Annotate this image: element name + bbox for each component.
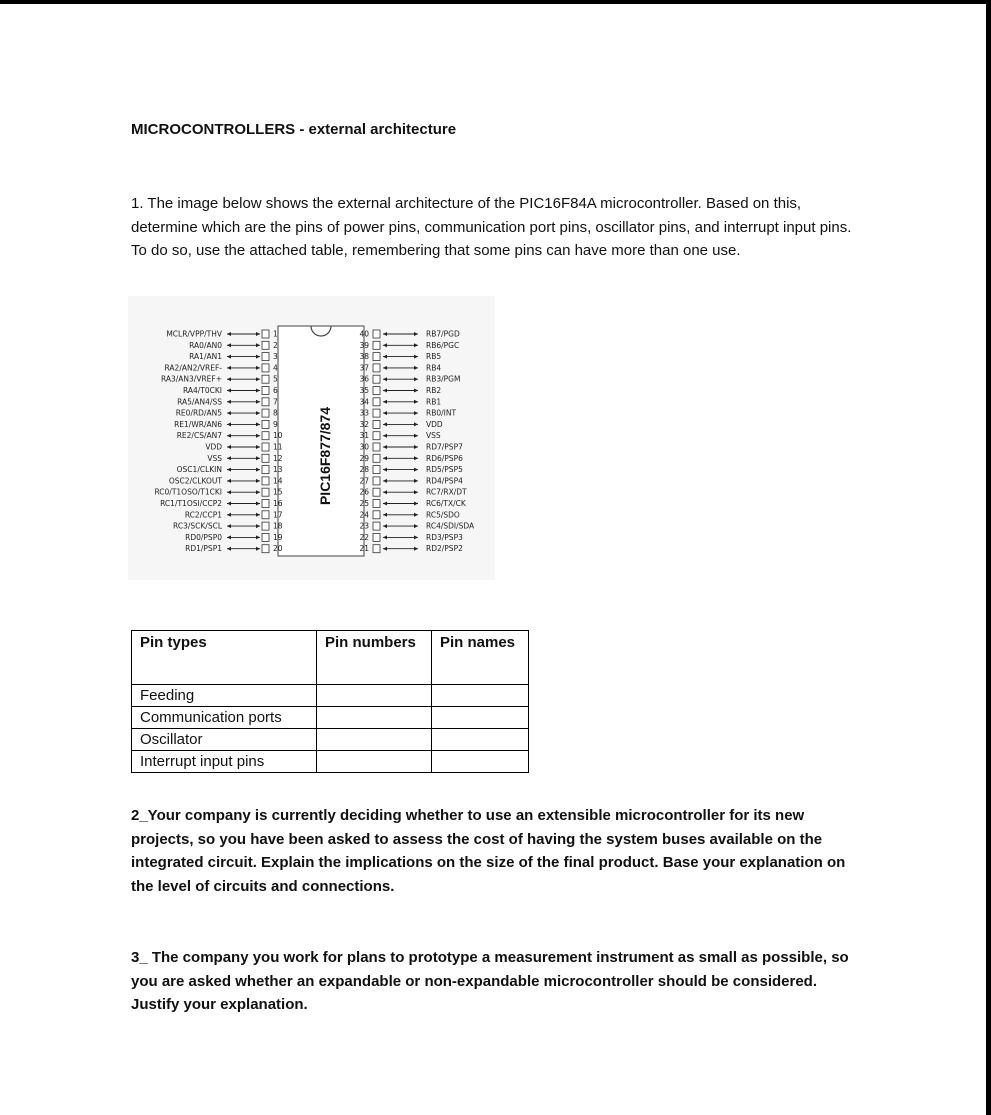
left-pin [154,488,282,497]
pin-pad [373,330,380,338]
pin-name-label: MCLR/VPP/THV [166,329,222,339]
pin-arrow [227,456,231,460]
pin-arrow [414,377,418,381]
pin-types-table [131,630,529,773]
pin-number-label: 31 [359,431,369,441]
pin-arrow [383,400,387,404]
pin-pad [373,387,380,395]
pin-pad [373,533,380,541]
left-pin [177,465,283,474]
pin-number-label: 25 [359,499,369,508]
left-pin [169,476,283,485]
row-label-communication-ports: Communication ports [132,707,317,729]
pin-arrow [256,490,260,494]
pin-pad [373,375,380,383]
pin-numbers-cell[interactable] [317,751,432,773]
pin-name-label: OSC2/CLKOUT [168,476,222,486]
right-pin [359,533,463,542]
pin-number-label: 35 [359,386,369,395]
pin-pad [373,500,380,508]
right-pin [359,341,459,350]
pin-number-label: 1 [273,329,278,339]
pin-arrow [383,502,387,506]
right-pin [359,386,441,395]
right-pin [359,488,467,497]
pin-arrow [383,490,387,494]
pin-pad [373,522,380,530]
pin-number-label: 22 [359,532,369,542]
pin-name-label: RB5 [426,352,442,362]
pin-arrow [256,468,260,472]
pin-number-label: 16 [273,499,283,508]
table-header-row [132,631,529,685]
pin-name-label: VSS [426,431,441,441]
pin-pad [373,364,380,372]
pin-name-label: VDD [426,419,443,429]
pin-pad [373,488,380,496]
table-row [132,729,529,751]
pin-arrow [414,468,418,472]
pin-arrow [227,400,231,404]
pin-arrow [227,389,231,393]
pin-names-cell[interactable] [432,685,529,707]
pin-arrow [383,456,387,460]
right-pin [359,522,475,531]
pin-number-label: 3 [273,352,278,362]
right-pin [359,544,463,553]
pin-arrow [414,434,418,438]
left-pin [161,375,278,384]
right-pin [359,431,440,440]
left-pin [177,397,278,406]
pin-arrow [227,422,231,426]
pin-arrow [383,524,387,528]
pin-name-label: VDD [205,442,222,452]
question-2-text: 2_Your company is currently deciding whether to use an extensible microcontroller for its new projects, so you have been asked to assess the cost of having the system buses available on the integrated circuit. Explain the implications on the size of the final product. Base your explanation on the level of circuits and connections. [131,807,846,895]
pin-number-label: 39 [359,340,369,350]
pin-name-label: RD1/PSP1 [185,544,222,554]
right-pin [359,375,460,384]
chip-label: PIC16F877/874 [317,406,333,506]
pin-arrow [256,434,260,438]
pin-number-label: 7 [273,397,278,407]
pin-numbers-cell[interactable] [317,729,432,751]
pin-number-label: 2 [273,340,278,350]
pin-name-label: RD3/PSP3 [426,532,463,542]
pin-arrow [256,400,260,404]
left-pin [166,330,278,339]
page-title: MICROCONTROLLERS - external architecture [131,121,457,138]
pin-number-label: 28 [359,465,369,475]
pin-arrow [383,389,387,393]
header-pin-types: Pin types [132,631,317,685]
pin-name-label: RD6/PSP6 [426,453,463,463]
pin-arrow [383,366,387,370]
pin-pad [262,432,269,440]
question-3-text: 3_ The company you work for plans to prototype a measurement instrument as small as possible, so you are asked whether an expandable or non-expandable microcontroller should be considered. Justify your explanation. [131,949,849,1013]
pin-number-label: 5 [273,374,278,384]
right-pin [359,465,463,474]
pin-number-label: 21 [359,544,369,554]
pin-pad [262,387,269,395]
pin-name-label: RB3/PGM [426,374,461,384]
pin-arrow [256,377,260,381]
left-pin [189,341,278,350]
pin-name-label: VSS [207,453,222,463]
pin-arrow [227,535,231,539]
pin-arrow [227,547,231,551]
pin-name-label: RE0/RD/AN5 [175,408,222,418]
row-label-interrupt-input-pins: Interrupt input pins [132,751,317,773]
pin-pad [373,420,380,428]
pin-pad [262,522,269,530]
pin-arrow [256,332,260,336]
pin-name-label: RC2/CCP1 [184,510,222,520]
left-pin [165,363,278,372]
pin-number-label: 33 [359,408,369,418]
pin-pad [262,533,269,541]
row-label-feeding: Feeding [132,685,317,707]
pin-name-label: OSC1/CLKIN [176,465,222,475]
pin-pad [262,477,269,485]
pin-pad [262,353,269,361]
pin-number-label: 30 [359,442,369,452]
pin-name-label: RB2 [426,386,442,395]
pin-arrow [383,411,387,415]
pin-names-cell[interactable] [432,707,529,729]
right-pin [359,330,460,339]
right-pin [359,510,459,519]
pin-number-label: 6 [273,386,278,395]
pin-pad [373,341,380,349]
pin-arrow [383,513,387,517]
right-pin [359,443,463,452]
pin-names-cell[interactable] [432,729,529,751]
row-label-oscillator: Oscillator [132,729,317,751]
left-pin [176,409,278,418]
pin-arrow [383,535,387,539]
pin-number-label: 34 [359,397,369,407]
right-pin [359,476,463,485]
pin-name-label: RC6/TX/CK [426,499,466,508]
pin-number-label: 29 [359,453,369,463]
pin-arrow [383,343,387,347]
right-pin [359,409,456,418]
pin-name-label: RB6/PGC [426,340,460,350]
pin-arrow [256,389,260,393]
pin-number-label: 27 [359,476,369,486]
right-border [986,0,991,1115]
pin-numbers-cell[interactable] [317,707,432,729]
pin-arrow [256,535,260,539]
pin-arrow [256,456,260,460]
pin-arrow [414,513,418,517]
pin-name-label: RA2/AN2/VREF- [164,363,222,373]
right-pin [359,397,441,406]
top-border [0,0,991,4]
pin-name-label: RA5/AN4/SS [177,397,222,407]
pin-name-label: RA4/T0CKI [182,386,222,395]
pin-number-label: 26 [359,487,369,497]
pin-arrow [227,502,231,506]
pin-pad [262,454,269,462]
pin-pad [262,330,269,338]
pin-number-label: 15 [273,487,283,497]
left-pin [185,544,283,553]
pin-pad [373,398,380,406]
pin-arrow [414,332,418,336]
pin-name-label: RC3/SCK/SCL [173,521,222,531]
pin-arrow [256,355,260,359]
pin-number-label: 40 [359,329,369,339]
table-row [132,751,529,773]
pin-number-label: 23 [359,521,369,531]
pin-pad [262,488,269,496]
pin-arrow [414,400,418,404]
pin-arrow [383,422,387,426]
pin-number-label: 13 [273,465,283,475]
pin-name-label: RD0/PSP0 [185,532,222,542]
pin-arrow [414,355,418,359]
pin-number-label: 17 [273,510,283,520]
pin-arrow [227,479,231,483]
pin-arrow [414,445,418,449]
pin-pad [262,364,269,372]
pin-arrow [383,332,387,336]
pin-arrow [414,479,418,483]
pin-pad [373,511,380,519]
pin-pad [262,375,269,383]
pin-number-label: 20 [273,544,283,554]
left-pin [189,352,278,361]
pin-arrow [256,513,260,517]
pin-name-label: RB7/PGD [426,329,460,339]
pin-name-label: RD2/PSP2 [426,544,463,554]
pin-arrow [256,445,260,449]
right-pin [359,499,466,508]
pin-arrow [227,355,231,359]
pin-arrow [227,434,231,438]
pin-pad [262,545,269,553]
question-1-text: 1. The image below shows the external architecture of the PIC16F84A microcontroller. Based on this, determine which are the pins of power pins, communication port pins, oscillator pins, and interrupt input pins. To do so, use the attached table, remembering that some pins can have more than one use. [131,195,852,259]
left-pin [183,386,278,395]
pin-pad [262,409,269,417]
pin-name-label: RE1/WR/AN6 [174,419,222,429]
pin-arrow [256,502,260,506]
pin-arrow [414,343,418,347]
pin-arrow [227,490,231,494]
pin-number-label: 19 [273,532,283,542]
pin-arrow [414,502,418,506]
pin-arrow [227,468,231,472]
pin-arrow [227,366,231,370]
pin-arrow [256,422,260,426]
pin-numbers-cell[interactable] [317,685,432,707]
right-pin [359,420,442,429]
pin-arrow [414,411,418,415]
pin-number-label: 36 [359,374,369,384]
pin-arrow [227,524,231,528]
pin-number-label: 12 [273,453,283,463]
pin-name-label: RC7/RX/DT [426,487,467,497]
left-pin [207,454,282,463]
pinout-svg [128,296,495,580]
left-pin [205,443,282,452]
pin-arrow [383,434,387,438]
pin-pad [373,353,380,361]
pin-name-label: RA3/AN3/VREF+ [160,374,222,384]
pin-name-label: RC0/T1OSO/T1CKI [154,487,222,497]
header-pin-numbers: Pin numbers [317,631,432,685]
pin-arrow [383,468,387,472]
header-pin-names: Pin names [432,631,529,685]
pin-number-label: 37 [359,363,369,373]
pin-arrow [414,389,418,393]
pin-pad [373,545,380,553]
pin-name-label: RB1 [426,397,442,407]
table-row [132,685,529,707]
left-pin [177,431,283,440]
pin-pad [262,398,269,406]
right-pin [359,454,463,463]
pin-pad [373,466,380,474]
pin-arrow [227,343,231,347]
pin-number-label: 11 [273,442,283,452]
pin-arrow [383,547,387,551]
pin-name-label: RA0/AN0 [189,340,222,350]
pin-arrow [414,456,418,460]
pin-arrow [227,513,231,517]
pin-pad [262,500,269,508]
pin-number-label: 38 [359,352,369,362]
pin-pad [262,420,269,428]
pin-arrow [383,479,387,483]
pin-arrow [414,422,418,426]
pin-name-label: RC1/T1OSI/CCP2 [160,499,222,508]
pin-pad [262,466,269,474]
pin-name-label: RB4 [426,363,442,373]
pin-name-label: RC5/SDO [426,510,460,520]
pin-arrow [227,411,231,415]
pin-pad [262,443,269,451]
pin-arrow [414,535,418,539]
pin-number-label: 18 [273,521,283,531]
pin-arrow [227,445,231,449]
pin-arrow [256,366,260,370]
pin-arrow [383,445,387,449]
pin-number-label: 32 [359,419,369,429]
pin-pad [373,432,380,440]
left-pin [173,522,283,531]
pin-arrow [227,377,231,381]
pin-pad [373,477,380,485]
pin-arrow [414,366,418,370]
pin-arrow [414,524,418,528]
pin-pad [373,443,380,451]
pin-number-label: 9 [273,419,278,429]
pin-number-label: 14 [273,476,283,486]
pin-arrow [383,377,387,381]
pin-arrow [256,479,260,483]
pin-pad [373,454,380,462]
pin-arrow [256,524,260,528]
pin-name-label: RD5/PSP5 [426,465,463,475]
left-pin [185,510,283,519]
pin-number-label: 10 [273,431,283,441]
pin-name-label: RC4/SDI/SDA [426,521,475,531]
right-pin [359,352,441,361]
pin-arrow [256,411,260,415]
pin-pad [373,409,380,417]
pin-arrow [256,547,260,551]
pin-number-label: 24 [359,510,369,520]
pin-number-label: 4 [273,363,278,373]
pin-arrow [227,332,231,336]
left-pin [174,420,278,429]
right-pin [359,363,441,372]
table-row [132,707,529,729]
pin-arrow [256,343,260,347]
pin-name-label: RD7/PSP7 [426,442,463,452]
pin-name-label: RB0/INT [426,408,457,418]
pin-names-cell[interactable] [432,751,529,773]
pin-pad [262,511,269,519]
pinout-diagram [128,296,495,580]
pin-pad [262,341,269,349]
left-pin [185,533,283,542]
left-pin [160,499,283,508]
pin-arrow [414,547,418,551]
pin-name-label: RE2/CS/AN7 [176,431,222,441]
pin-name-label: RD4/PSP4 [426,476,463,486]
pin-arrow [414,490,418,494]
pin-name-label: RA1/AN1 [189,352,222,362]
pin-number-label: 8 [273,408,278,418]
pin-arrow [383,355,387,359]
